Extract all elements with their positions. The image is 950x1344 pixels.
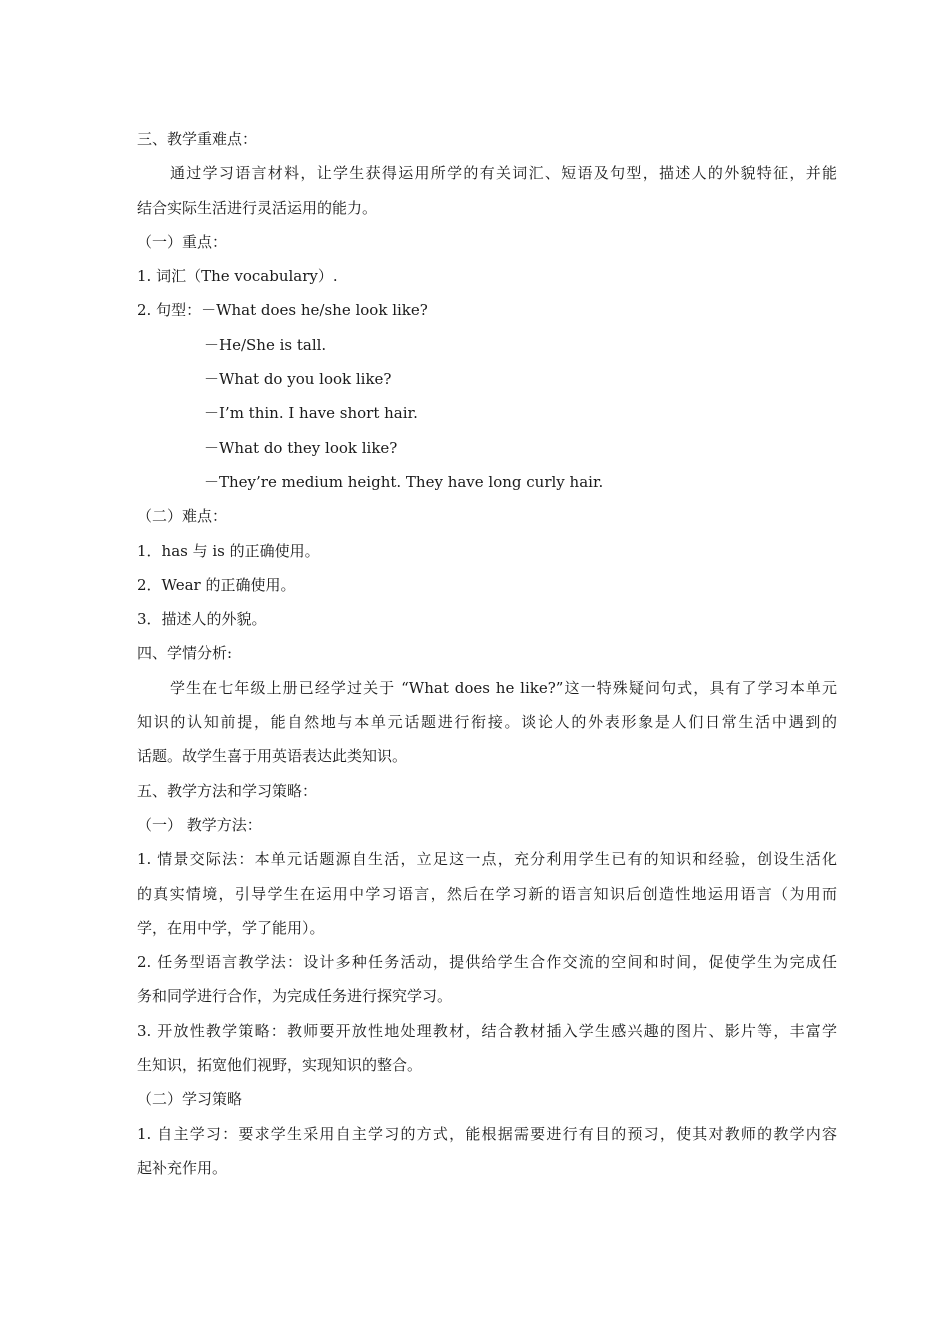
- method1-line2: 的真实情境，引导学生在运用中学习语言，然后在学习新的语言知识后创造性地运用语言（为用而: [137, 884, 837, 903]
- methods-heading: （一） 教学方法：: [137, 815, 262, 834]
- key-points-heading: （一）重点：: [137, 232, 228, 251]
- strategy1-line1: 1. 自主学习：要求学生采用自主学习的方式，能根据需要进行有目的预习，使其对教师的教学内容: [137, 1124, 837, 1143]
- method2-line1: 2. 任务型语言教学法：设计多种任务活动，提供给学生合作交流的空间和时间，促使学生为完成任: [137, 953, 837, 972]
- section3-heading: 三、教学重难点：: [137, 130, 258, 148]
- difficult-point-item: 1．has 与 is 的正确使用。: [137, 541, 320, 560]
- difficult-point-item: 2．Wear 的正确使用。: [137, 575, 296, 594]
- method2-line2: 务和同学进行合作，为完成任务进行探究学习。: [137, 987, 453, 1006]
- key-point-vocabulary: 1. 词汇（The vocabulary）.: [137, 267, 338, 286]
- section3-intro-line2: 结合实际生活进行灵活运用的能力。: [137, 198, 378, 217]
- section4-line1: 学生在七年级上册已经学过关于 “What does he like?”这一特殊疑问句式，具有了学习本单元: [170, 678, 837, 697]
- difficult-point-item: 3．描述人的外貌。: [137, 610, 267, 629]
- pattern-item: －What does he/she look like?: [201, 301, 428, 320]
- patterns-prefix: 2. 句型：: [137, 301, 202, 320]
- pattern-item: －I’m thin. I have short hair.: [204, 404, 418, 423]
- key-point-patterns: [137, 293, 837, 327]
- section5-heading: 五、教学方法和学习策略：: [137, 781, 318, 800]
- strategy1-line2: 起补充作用。: [137, 1158, 228, 1177]
- method1-line3: 学，在用中学，学了能用）。: [137, 918, 325, 937]
- section4-heading: 四、学情分析:: [137, 644, 233, 663]
- method1-line1: 1. 情景交际法：本单元话题源自生活，立足这一点，充分利用学生已有的知识和经验，创设生活化: [137, 850, 837, 869]
- pattern-item: －What do they look like?: [204, 438, 398, 457]
- difficult-points-heading: （二）难点：: [137, 507, 228, 526]
- pattern-item: －What do you look like?: [204, 370, 392, 389]
- method3-line1: 3. 开放性教学策略：教师要开放性地处理教材，结合教材插入学生感兴趣的图片、影片等，丰富学: [137, 1021, 837, 1040]
- section4-line2: 知识的认知前提，能自然地与本单元话题进行衔接。谈论人的外表形象是人们日常生活中遇到的: [137, 713, 837, 732]
- strategies-heading: （二）学习策略: [137, 1090, 243, 1109]
- section4-line3: 话题。故学生喜于用英语表达此类知识。: [137, 747, 408, 766]
- pattern-item: －He/She is tall.: [204, 335, 327, 354]
- pattern-item: －They’re medium height. They have long curly hair.: [204, 472, 604, 491]
- method3-line2: 生知识，拓宽他们视野，实现知识的整合。: [137, 1056, 423, 1075]
- section3-intro-line1: 通过学习语言材料，让学生获得运用所学的有关词汇、短语及句型，描述人的外貌特征，并能: [170, 164, 837, 183]
- document-page: [137, 122, 837, 1185]
